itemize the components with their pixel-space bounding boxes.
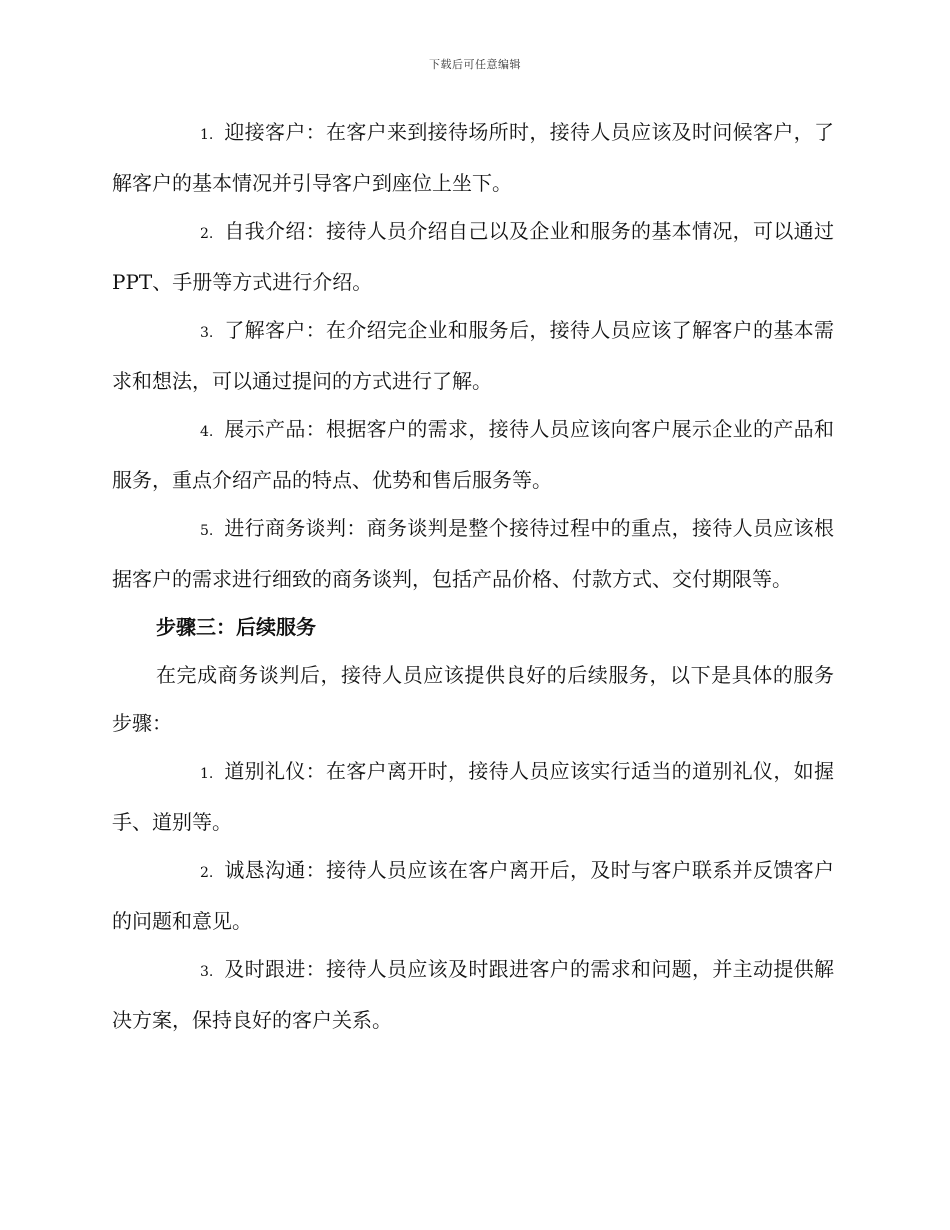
list-text: 诚恳沟通：接待人员应该在客户离开后，及时与客户联系并反馈客户的问题和意见。	[112, 858, 834, 933]
list-number: 2.	[200, 226, 214, 242]
list-number: 2.	[200, 865, 214, 881]
list-item	[112, 846, 834, 945]
list-text: 及时跟进：接待人员应该及时跟进客户的需求和问题，并主动提供解决方案，保持良好的客户关系。	[112, 957, 834, 1032]
section-heading: 步骤三：后续服务	[156, 615, 316, 639]
service-steps-list	[112, 108, 834, 603]
list-text: 了解客户：在介绍完企业和服务后，接待人员应该了解客户的基本需求和想法，可以通过提问的方式进行了解。	[112, 318, 834, 393]
list-text: 自我介绍：接待人员介绍自己以及企业和服务的基本情况，可以通过 PPT、手册等方式进行介绍。	[112, 219, 834, 294]
list-number: 3.	[200, 325, 214, 341]
list-text: 迎接客户：在客户来到接待场所时，接待人员应该及时问候客户，了解客户的基本情况并引导客户到座位上坐下。	[112, 120, 834, 195]
list-text: 进行商务谈判：商务谈判是整个接待过程中的重点，接待人员应该根据客户的需求进行细致的商务谈判，包括产品价格、付款方式、交付期限等。	[112, 516, 834, 591]
list-item	[112, 504, 834, 603]
document-body	[112, 108, 834, 1044]
header-note: 下载后可任意编辑	[429, 58, 521, 71]
list-number: 3.	[200, 964, 214, 980]
follow-up-steps-list	[112, 747, 834, 1044]
list-item	[112, 306, 834, 405]
list-item	[112, 207, 834, 306]
list-text: 道别礼仪：在客户离开时，接待人员应该实行适当的道别礼仪，如握手、道别等。	[112, 759, 834, 834]
list-item	[112, 108, 834, 207]
list-number: 1.	[200, 766, 214, 782]
list-text: 展示产品：根据客户的需求，接待人员应该向客户展示企业的产品和服务，重点介绍产品的特点、优势和售后服务等。	[112, 417, 834, 492]
list-item	[112, 945, 834, 1044]
intro-paragraph: 在完成商务谈判后，接待人员应该提供良好的后续服务，以下是具体的服务步骤：	[112, 663, 834, 735]
list-number: 4.	[200, 424, 214, 440]
list-item	[112, 405, 834, 504]
list-item	[112, 747, 834, 846]
list-number: 5.	[200, 523, 214, 539]
list-number: 1.	[200, 127, 214, 143]
